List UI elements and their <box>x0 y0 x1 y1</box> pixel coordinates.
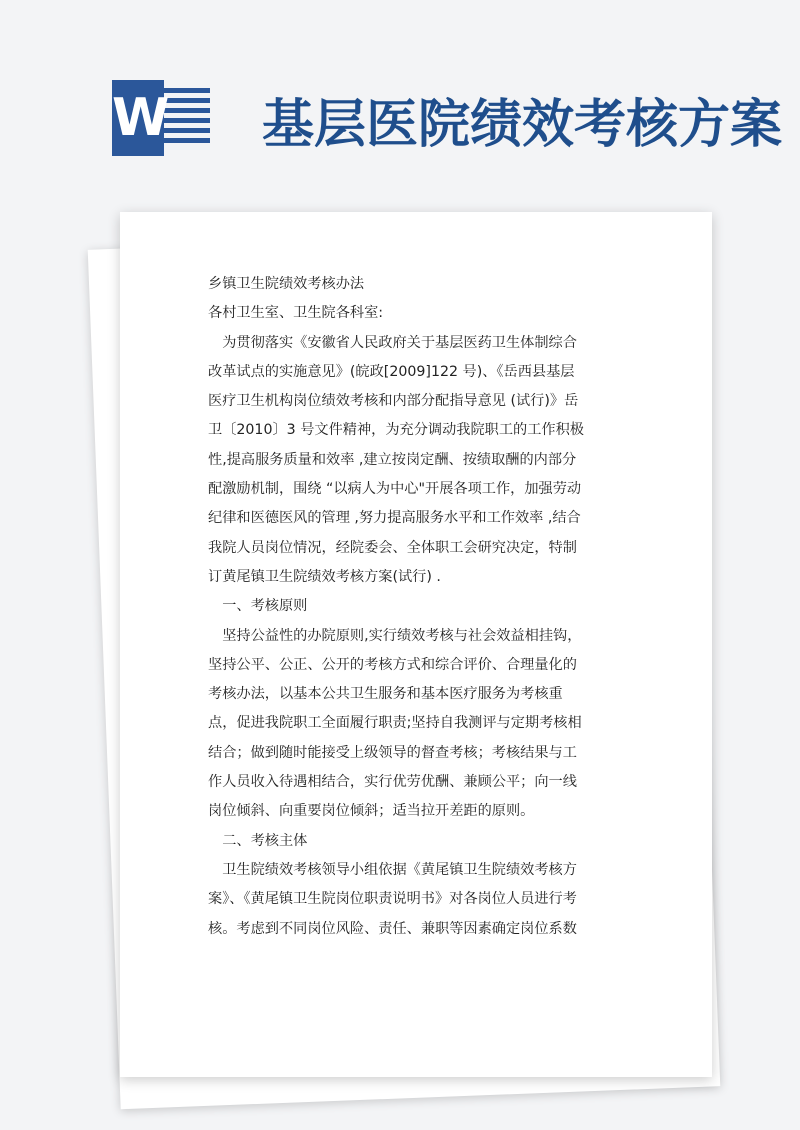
paragraph-line: 性,提高服务质量和效率 ,建立按岗定酬、按绩取酬的内部分 <box>208 451 577 468</box>
paragraph-line: 岗位倾斜、向重要岗位倾斜；适当拉开差距的原则。 <box>208 803 535 820</box>
paragraph-line: 坚持公益性的办院原则,实行绩效考核与社会效益相挂钩， <box>208 627 582 644</box>
paragraph-line: 纪律和医德医风的管理 ,努力提高服务水平和工作效率 ,结合 <box>208 510 581 527</box>
paragraph-line: 卫生院绩效考核领导小组依据《黄尾镇卫生院绩效考核方 <box>208 861 577 878</box>
section-heading: 二、考核主体 <box>208 832 308 849</box>
paragraph-line: 结合；做到随时能接受上级领导的督查考核；考核结果与工 <box>208 744 577 761</box>
paragraph-line: 案》、《黄尾镇卫生院岗位职责说明书》对各岗位人员进行考 <box>208 891 577 908</box>
section-heading: 一、考核原则 <box>208 598 308 615</box>
doc-salutation: 各村卫生室、卫生院各科室: <box>208 305 384 322</box>
paragraph-line: 订黄尾镇卫生院绩效考核方案(试行) . <box>208 568 441 585</box>
paragraph-line: 作人员收入待遇相结合，实行优劳优酬、兼顾公平；向一线 <box>208 774 577 791</box>
paragraph-line: 为贯彻落实《安徽省人民政府关于基层医药卫生体制综合 <box>208 334 577 351</box>
paragraph-line: 配激励机制，围绕 “以病人为中心"开展各项工作，加强劳动 <box>208 481 582 498</box>
paragraph-line: 改革试点的实施意见》(皖政[2009]122 号)、《岳西县基层 <box>208 363 575 380</box>
paragraph-line: 坚持公平、公正、公开的考核方式和综合评价、合理量化的 <box>208 656 577 673</box>
paragraph-line: 核。考虑到不同岗位风险、责任、兼职等因素确定岗位系数 <box>208 920 577 937</box>
header <box>0 0 800 190</box>
paragraph-line: 考核办法，以基本公共卫生服务和基本医疗服务为考核重 <box>208 686 563 703</box>
page-title: 基层医院绩效考核方案 <box>262 95 783 155</box>
document-page <box>120 212 712 1077</box>
paragraph-line: 我院人员岗位情况，经院委会、全体职工会研究决定，特制 <box>208 539 577 556</box>
doc-title: 乡镇卫生院绩效考核办法 <box>208 276 365 292</box>
paragraph-line: 医疗卫生机构岗位绩效考核和内部分配指导意见 (试行)》岳 <box>208 393 579 410</box>
document-body <box>208 270 620 944</box>
word-icon <box>112 80 212 156</box>
paragraph-line: 卫〔2010〕3 号文件精神，为充分调动我院职工的工作积极 <box>208 422 584 439</box>
paragraph-line: 点，促进我院职工全面履行职责;坚持自我测评与定期考核相 <box>208 715 582 732</box>
word-icon-letter: W <box>112 80 164 156</box>
